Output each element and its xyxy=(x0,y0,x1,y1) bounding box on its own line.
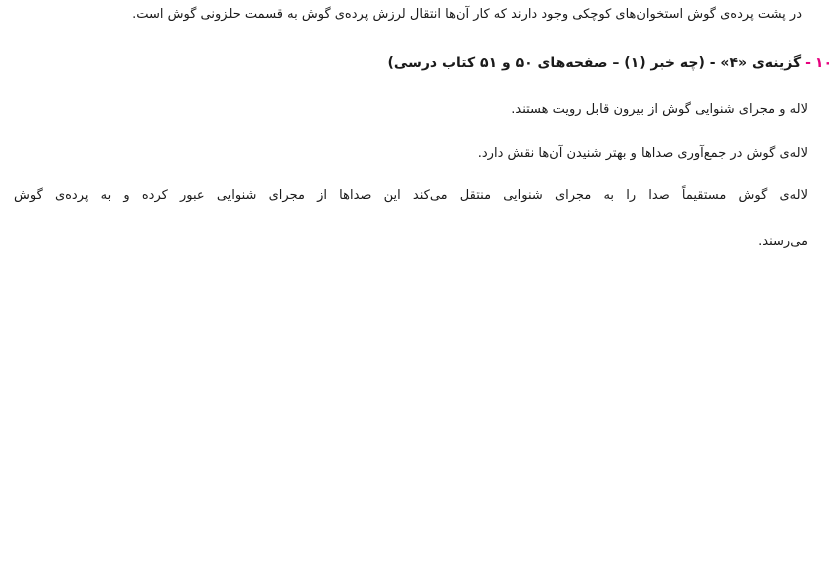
answer-paragraph-2: لاله‌ی گوش در جمع‌آوری صداها و بهتر شنیدن آن‌ها نقش دارد. xyxy=(477,146,808,161)
question-title: گزینه‌ی «۴» - (چه خبر (۱) – صفحه‌های ۵۰ و ۵۱ کتاب درسی) xyxy=(387,55,802,71)
answer-paragraph-3: لاله‌ی گوش مستقیماً صدا را به مجرای شنوایی منتقل می‌کند این صداها از مجرای شنوایی عبور کرده و به پرده‌ی گوش xyxy=(14,188,808,203)
question-separator: - xyxy=(805,55,811,71)
answer-paragraph-3-continuation: می‌رسند. xyxy=(758,234,808,249)
question-heading xyxy=(14,53,832,73)
answer-paragraph-1: لاله و مجرای شنوایی گوش از بیرون قابل رویت هستند. xyxy=(511,102,808,117)
intro-text: در پشت پرده‌ی گوش استخوان‌های کوچکی وجود دارند که کار آن‌ها انتقال لرزش پرده‌ی گوش به قسمت حلزونی گوش است. xyxy=(132,7,802,22)
question-number: ۱۰ xyxy=(814,55,832,71)
